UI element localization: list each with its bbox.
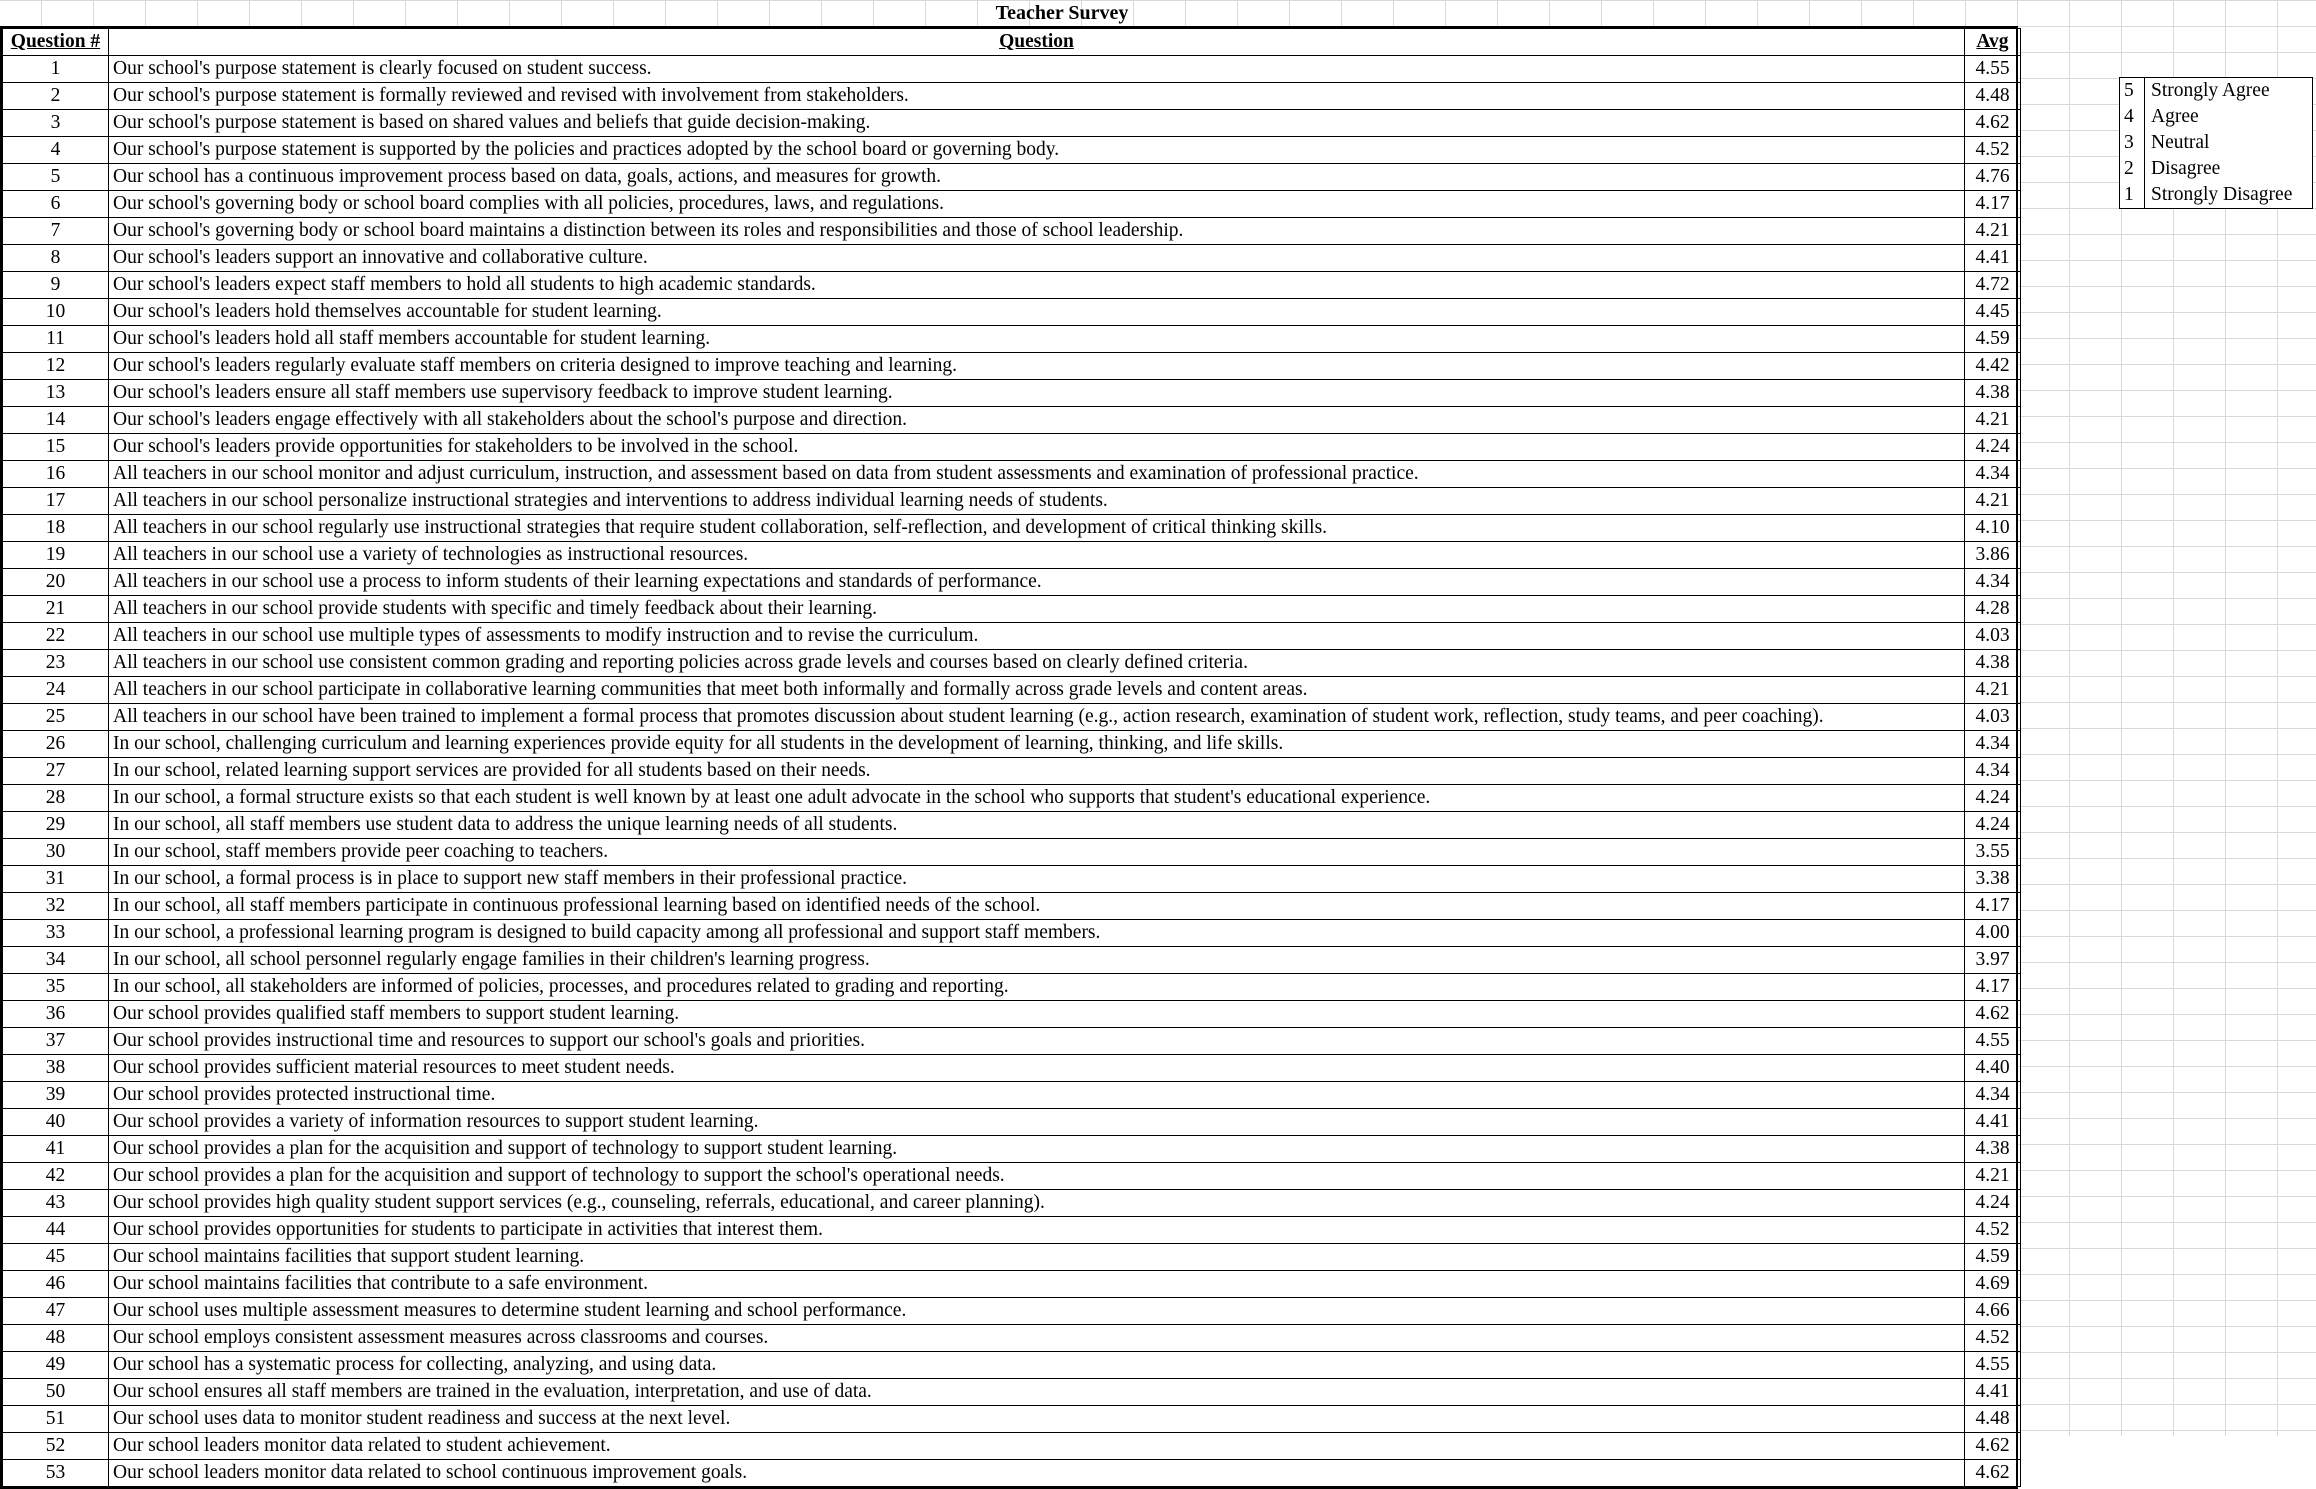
avg-score-cell[interactable]: 4.48 bbox=[1965, 83, 2021, 110]
table-row bbox=[3, 758, 2021, 785]
question-text-cell[interactable]: All teachers in our school use multiple types of assessments to modify instruction and to revise the curriculum. bbox=[109, 623, 1965, 650]
table-row bbox=[3, 1460, 2021, 1487]
question-text-cell[interactable]: Our school maintains facilities that contribute to a safe environment. bbox=[109, 1271, 1965, 1298]
question-number-cell[interactable]: 34 bbox=[3, 947, 109, 974]
avg-score-cell[interactable]: 4.76 bbox=[1965, 164, 2021, 191]
table-row bbox=[3, 1028, 2021, 1055]
rating-scale-legend bbox=[2119, 77, 2313, 209]
question-text-cell[interactable]: In our school, all staff members use student data to address the unique learning needs of all students. bbox=[109, 812, 1965, 839]
avg-score-cell[interactable]: 4.55 bbox=[1965, 1352, 2021, 1379]
avg-score-cell[interactable]: 4.21 bbox=[1965, 407, 2021, 434]
table-row bbox=[3, 299, 2021, 326]
question-number-cell[interactable]: 46 bbox=[3, 1271, 109, 1298]
question-text-cell[interactable]: Our school employs consistent assessment measures across classrooms and courses. bbox=[109, 1325, 1965, 1352]
table-row bbox=[3, 596, 2021, 623]
question-text-cell[interactable]: Our school provides sufficient material resources to meet student needs. bbox=[109, 1055, 1965, 1082]
table-row bbox=[3, 380, 2021, 407]
avg-score-cell[interactable]: 4.21 bbox=[1965, 677, 2021, 704]
table-row bbox=[3, 1082, 2021, 1109]
avg-score-cell[interactable]: 4.55 bbox=[1965, 56, 2021, 83]
question-text-cell[interactable]: All teachers in our school use consistent common grading and reporting policies across grade levels and courses based on clearly defined criteria. bbox=[109, 650, 1965, 677]
table-row bbox=[3, 191, 2021, 218]
legend-score[interactable]: 1 bbox=[2120, 182, 2145, 208]
avg-score-cell[interactable]: 4.21 bbox=[1965, 218, 2021, 245]
question-text-cell[interactable]: Our school provides qualified staff members to support student learning. bbox=[109, 1001, 1965, 1028]
question-text-cell[interactable]: Our school's purpose statement is formally reviewed and revised with involvement from stakeholders. bbox=[109, 83, 1965, 110]
avg-score-cell[interactable]: 4.41 bbox=[1965, 1379, 2021, 1406]
question-number-cell[interactable]: 31 bbox=[3, 866, 109, 893]
table-row bbox=[3, 1325, 2021, 1352]
header-avg[interactable]: Avg bbox=[1965, 29, 2021, 56]
avg-score-cell[interactable]: 3.86 bbox=[1965, 542, 2021, 569]
question-number-cell[interactable]: 51 bbox=[3, 1406, 109, 1433]
table-row bbox=[3, 1244, 2021, 1271]
question-text-cell[interactable]: Our school maintains facilities that support student learning. bbox=[109, 1244, 1965, 1271]
avg-score-cell[interactable]: 4.52 bbox=[1965, 137, 2021, 164]
avg-score-cell[interactable]: 4.38 bbox=[1965, 380, 2021, 407]
avg-score-cell[interactable]: 4.24 bbox=[1965, 785, 2021, 812]
avg-score-cell[interactable]: 4.10 bbox=[1965, 515, 2021, 542]
question-number-cell[interactable]: 5 bbox=[3, 164, 109, 191]
question-text-cell[interactable]: All teachers in our school personalize instructional strategies and interventions to address individual learning needs of students. bbox=[109, 488, 1965, 515]
table-row bbox=[3, 1433, 2021, 1460]
question-text-cell[interactable]: Our school's governing body or school board maintains a distinction between its roles and responsibilities and those of school leadership. bbox=[109, 218, 1965, 245]
question-text-cell[interactable]: In our school, all staff members participate in continuous professional learning based on identified needs of the school. bbox=[109, 893, 1965, 920]
table-row bbox=[3, 110, 2021, 137]
header-row bbox=[3, 29, 2021, 56]
avg-score-cell[interactable]: 4.24 bbox=[1965, 1190, 2021, 1217]
avg-score-cell[interactable]: 4.41 bbox=[1965, 1109, 2021, 1136]
avg-score-cell[interactable]: 4.24 bbox=[1965, 434, 2021, 461]
avg-score-cell[interactable]: 4.62 bbox=[1965, 110, 2021, 137]
avg-score-cell[interactable]: 4.34 bbox=[1965, 758, 2021, 785]
question-text-cell[interactable]: Our school provides opportunities for students to participate in activities that interest them. bbox=[109, 1217, 1965, 1244]
question-number-cell[interactable]: 36 bbox=[3, 1001, 109, 1028]
question-number-cell[interactable]: 21 bbox=[3, 596, 109, 623]
table-row bbox=[3, 623, 2021, 650]
question-text-cell[interactable]: All teachers in our school use a process to inform students of their learning expectations and standards of performance. bbox=[109, 569, 1965, 596]
question-text-cell[interactable]: Our school provides a plan for the acquisition and support of technology to support the school's operational needs. bbox=[109, 1163, 1965, 1190]
avg-score-cell[interactable]: 4.28 bbox=[1965, 596, 2021, 623]
question-number-cell[interactable]: 2 bbox=[3, 83, 109, 110]
question-text-cell[interactable]: Our school's leaders hold themselves accountable for student learning. bbox=[109, 299, 1965, 326]
question-text-cell[interactable]: Our school's purpose statement is supported by the policies and practices adopted by the school board or governing body. bbox=[109, 137, 1965, 164]
question-text-cell[interactable]: Our school's leaders expect staff members to hold all students to high academic standards. bbox=[109, 272, 1965, 299]
question-text-cell[interactable]: Our school uses multiple assessment measures to determine student learning and school performance. bbox=[109, 1298, 1965, 1325]
question-number-cell[interactable]: 25 bbox=[3, 704, 109, 731]
question-number-cell[interactable]: 6 bbox=[3, 191, 109, 218]
question-number-cell[interactable]: 42 bbox=[3, 1163, 109, 1190]
question-number-cell[interactable]: 44 bbox=[3, 1217, 109, 1244]
avg-score-cell[interactable]: 4.17 bbox=[1965, 974, 2021, 1001]
question-number-cell[interactable]: 24 bbox=[3, 677, 109, 704]
header-question[interactable]: Question bbox=[109, 29, 1965, 56]
question-number-cell[interactable]: 37 bbox=[3, 1028, 109, 1055]
table-row bbox=[3, 866, 2021, 893]
table-row bbox=[3, 164, 2021, 191]
table-row bbox=[3, 434, 2021, 461]
table-row bbox=[3, 1055, 2021, 1082]
avg-score-cell[interactable]: 4.66 bbox=[1965, 1298, 2021, 1325]
question-text-cell[interactable]: Our school provides a variety of information resources to support student learning. bbox=[109, 1109, 1965, 1136]
question-number-cell[interactable]: 49 bbox=[3, 1352, 109, 1379]
table-row bbox=[3, 83, 2021, 110]
question-text-cell[interactable]: In our school, a formal process is in place to support new staff members in their professional practice. bbox=[109, 866, 1965, 893]
avg-score-cell[interactable]: 4.03 bbox=[1965, 623, 2021, 650]
question-text-cell[interactable]: Our school has a systematic process for collecting, analyzing, and using data. bbox=[109, 1352, 1965, 1379]
legend-score[interactable]: 4 bbox=[2120, 104, 2145, 130]
table-row bbox=[3, 569, 2021, 596]
question-number-cell[interactable]: 1 bbox=[3, 56, 109, 83]
table-row bbox=[3, 326, 2021, 353]
avg-score-cell[interactable]: 4.52 bbox=[1965, 1325, 2021, 1352]
question-number-cell[interactable]: 47 bbox=[3, 1298, 109, 1325]
avg-score-cell[interactable]: 4.42 bbox=[1965, 353, 2021, 380]
table-row bbox=[3, 353, 2021, 380]
legend-row bbox=[2120, 156, 2312, 182]
table-row bbox=[3, 1190, 2021, 1217]
question-number-cell[interactable]: 20 bbox=[3, 569, 109, 596]
question-text-cell[interactable]: Our school uses data to monitor student readiness and success at the next level. bbox=[109, 1406, 1965, 1433]
question-text-cell[interactable]: Our school's leaders regularly evaluate staff members on criteria designed to improve teaching and learning. bbox=[109, 353, 1965, 380]
question-number-cell[interactable]: 26 bbox=[3, 731, 109, 758]
legend-label[interactable]: Strongly Agree bbox=[2151, 80, 2270, 101]
question-text-cell[interactable]: In our school, all stakeholders are informed of policies, processes, and procedures related to grading and reporting. bbox=[109, 974, 1965, 1001]
question-text-cell[interactable]: Our school provides a plan for the acquisition and support of technology to support student learning. bbox=[109, 1136, 1965, 1163]
avg-score-cell[interactable]: 4.17 bbox=[1965, 191, 2021, 218]
table-row bbox=[3, 1217, 2021, 1244]
table-row bbox=[3, 1298, 2021, 1325]
survey-table-body bbox=[3, 56, 2021, 1487]
table-row bbox=[3, 1379, 2021, 1406]
table-row bbox=[3, 407, 2021, 434]
table-row bbox=[3, 1136, 2021, 1163]
table-row bbox=[3, 731, 2021, 758]
question-number-cell[interactable]: 52 bbox=[3, 1433, 109, 1460]
question-number-cell[interactable]: 27 bbox=[3, 758, 109, 785]
avg-score-cell[interactable]: 4.21 bbox=[1965, 488, 2021, 515]
question-text-cell[interactable]: Our school provides protected instructional time. bbox=[109, 1082, 1965, 1109]
question-number-cell[interactable]: 16 bbox=[3, 461, 109, 488]
question-number-cell[interactable]: 43 bbox=[3, 1190, 109, 1217]
question-text-cell[interactable]: All teachers in our school provide students with specific and timely feedback about their learning. bbox=[109, 596, 1965, 623]
avg-score-cell[interactable]: 4.34 bbox=[1965, 1082, 2021, 1109]
question-number-cell[interactable]: 33 bbox=[3, 920, 109, 947]
legend-label[interactable]: Disagree bbox=[2151, 158, 2221, 179]
avg-score-cell[interactable]: 4.62 bbox=[1965, 1433, 2021, 1460]
legend-row bbox=[2120, 104, 2312, 130]
question-text-cell[interactable]: Our school's purpose statement is based on shared values and beliefs that guide decision-making. bbox=[109, 110, 1965, 137]
question-text-cell[interactable]: Our school's leaders hold all staff members accountable for student learning. bbox=[109, 326, 1965, 353]
question-number-cell[interactable]: 13 bbox=[3, 380, 109, 407]
question-number-cell[interactable]: 30 bbox=[3, 839, 109, 866]
table-row bbox=[3, 920, 2021, 947]
table-row bbox=[3, 974, 2021, 1001]
question-text-cell[interactable]: Our school leaders monitor data related to student achievement. bbox=[109, 1433, 1965, 1460]
question-number-cell[interactable]: 10 bbox=[3, 299, 109, 326]
question-number-cell[interactable]: 53 bbox=[3, 1460, 109, 1487]
question-number-cell[interactable]: 35 bbox=[3, 974, 109, 1001]
table-row bbox=[3, 893, 2021, 920]
header-question-number[interactable]: Question # bbox=[3, 29, 109, 56]
avg-score-cell[interactable]: 4.72 bbox=[1965, 272, 2021, 299]
question-text-cell[interactable]: All teachers in our school have been trained to implement a formal process that promotes discussion about student learning (e.g., action research, examination of student work, reflection, study teams, and peer coaching). bbox=[109, 704, 1965, 731]
table-row bbox=[3, 785, 2021, 812]
avg-score-cell[interactable]: 4.34 bbox=[1965, 461, 2021, 488]
table-row bbox=[3, 1001, 2021, 1028]
legend-row bbox=[2120, 182, 2312, 208]
table-row bbox=[3, 812, 2021, 839]
question-number-cell[interactable]: 14 bbox=[3, 407, 109, 434]
avg-score-cell[interactable]: 4.69 bbox=[1965, 1271, 2021, 1298]
legend-label[interactable]: Neutral bbox=[2151, 132, 2210, 153]
table-row bbox=[3, 704, 2021, 731]
avg-score-cell[interactable]: 4.48 bbox=[1965, 1406, 2021, 1433]
question-number-cell[interactable]: 17 bbox=[3, 488, 109, 515]
table-row bbox=[3, 515, 2021, 542]
question-number-cell[interactable]: 41 bbox=[3, 1136, 109, 1163]
sheet-title[interactable]: Teacher Survey bbox=[995, 2, 1129, 24]
table-row bbox=[3, 1352, 2021, 1379]
avg-score-cell[interactable]: 4.21 bbox=[1965, 1163, 2021, 1190]
question-number-cell[interactable]: 28 bbox=[3, 785, 109, 812]
table-row bbox=[3, 839, 2021, 866]
table-row bbox=[3, 461, 2021, 488]
avg-score-cell[interactable]: 4.34 bbox=[1965, 569, 2021, 596]
table-row bbox=[3, 56, 2021, 83]
question-number-cell[interactable]: 50 bbox=[3, 1379, 109, 1406]
question-text-cell[interactable]: In our school, a formal structure exists so that each student is well known by at least one adult advocate in the school who supports that student's educational experience. bbox=[109, 785, 1965, 812]
legend-score[interactable]: 5 bbox=[2120, 78, 2145, 104]
avg-score-cell[interactable]: 4.52 bbox=[1965, 1217, 2021, 1244]
question-text-cell[interactable]: Our school provides instructional time and resources to support our school's goals and priorities. bbox=[109, 1028, 1965, 1055]
question-number-cell[interactable]: 12 bbox=[3, 353, 109, 380]
table-row bbox=[3, 245, 2021, 272]
avg-score-cell[interactable]: 3.55 bbox=[1965, 839, 2021, 866]
table-row bbox=[3, 272, 2021, 299]
question-text-cell[interactable]: All teachers in our school use a variety of technologies as instructional resources. bbox=[109, 542, 1965, 569]
legend-row bbox=[2120, 78, 2312, 104]
question-text-cell[interactable]: All teachers in our school participate in collaborative learning communities that meet both informally and formally across grade levels and content areas. bbox=[109, 677, 1965, 704]
legend-score[interactable]: 2 bbox=[2120, 156, 2145, 182]
table-row bbox=[3, 137, 2021, 164]
question-number-cell[interactable]: 38 bbox=[3, 1055, 109, 1082]
question-text-cell[interactable]: All teachers in our school monitor and adjust curriculum, instruction, and assessment based on data from student assessments and examination of professional practice. bbox=[109, 461, 1965, 488]
avg-score-cell[interactable]: 4.62 bbox=[1965, 1460, 2021, 1487]
table-row bbox=[3, 947, 2021, 974]
question-number-cell[interactable]: 40 bbox=[3, 1109, 109, 1136]
question-number-cell[interactable]: 4 bbox=[3, 137, 109, 164]
question-number-cell[interactable]: 39 bbox=[3, 1082, 109, 1109]
table-row bbox=[3, 650, 2021, 677]
avg-score-cell[interactable]: 4.34 bbox=[1965, 731, 2021, 758]
question-number-cell[interactable]: 32 bbox=[3, 893, 109, 920]
legend-row bbox=[2120, 130, 2312, 156]
avg-score-cell[interactable]: 4.03 bbox=[1965, 704, 2021, 731]
avg-score-cell[interactable]: 3.38 bbox=[1965, 866, 2021, 893]
avg-score-cell[interactable]: 4.59 bbox=[1965, 1244, 2021, 1271]
table-row bbox=[3, 218, 2021, 245]
survey-table-container bbox=[0, 26, 2018, 1489]
question-number-cell[interactable]: 23 bbox=[3, 650, 109, 677]
question-number-cell[interactable]: 3 bbox=[3, 110, 109, 137]
table-row bbox=[3, 1271, 2021, 1298]
question-number-cell[interactable]: 7 bbox=[3, 218, 109, 245]
table-row bbox=[3, 488, 2021, 515]
legend-score[interactable]: 3 bbox=[2120, 130, 2145, 156]
legend-label[interactable]: Agree bbox=[2151, 106, 2199, 127]
avg-score-cell[interactable]: 4.00 bbox=[1965, 920, 2021, 947]
question-number-cell[interactable]: 19 bbox=[3, 542, 109, 569]
avg-score-cell[interactable]: 4.41 bbox=[1965, 245, 2021, 272]
question-text-cell[interactable]: Our school's governing body or school board complies with all policies, procedures, laws, and regulations. bbox=[109, 191, 1965, 218]
question-text-cell[interactable]: Our school leaders monitor data related to school continuous improvement goals. bbox=[109, 1460, 1965, 1487]
avg-score-cell[interactable]: 4.17 bbox=[1965, 893, 2021, 920]
question-number-cell[interactable]: 22 bbox=[3, 623, 109, 650]
question-text-cell[interactable]: Our school's purpose statement is clearly focused on student success. bbox=[109, 56, 1965, 83]
question-number-cell[interactable]: 15 bbox=[3, 434, 109, 461]
table-row bbox=[3, 677, 2021, 704]
question-text-cell[interactable]: Our school has a continuous improvement process based on data, goals, actions, and measures for growth. bbox=[109, 164, 1965, 191]
question-text-cell[interactable]: Our school's leaders support an innovative and collaborative culture. bbox=[109, 245, 1965, 272]
question-number-cell[interactable]: 9 bbox=[3, 272, 109, 299]
avg-score-cell[interactable]: 4.38 bbox=[1965, 1136, 2021, 1163]
question-text-cell[interactable]: Our school's leaders ensure all staff members use supervisory feedback to improve student learning. bbox=[109, 380, 1965, 407]
question-text-cell[interactable]: Our school provides high quality student support services (e.g., counseling, referrals, educational, and career planning). bbox=[109, 1190, 1965, 1217]
question-number-cell[interactable]: 45 bbox=[3, 1244, 109, 1271]
question-text-cell[interactable]: Our school ensures all staff members are trained in the evaluation, interpretation, and use of data. bbox=[109, 1379, 1965, 1406]
question-number-cell[interactable]: 8 bbox=[3, 245, 109, 272]
question-number-cell[interactable]: 29 bbox=[3, 812, 109, 839]
avg-score-cell[interactable]: 4.24 bbox=[1965, 812, 2021, 839]
avg-score-cell[interactable]: 4.62 bbox=[1965, 1001, 2021, 1028]
question-text-cell[interactable]: In our school, staff members provide peer coaching to teachers. bbox=[109, 839, 1965, 866]
question-text-cell[interactable]: All teachers in our school regularly use instructional strategies that require student collaboration, self-reflection, and development of critical thinking skills. bbox=[109, 515, 1965, 542]
table-row bbox=[3, 1163, 2021, 1190]
table-row bbox=[3, 542, 2021, 569]
legend-label[interactable]: Strongly Disagree bbox=[2151, 184, 2293, 205]
question-text-cell[interactable]: In our school, related learning support services are provided for all students based on their needs. bbox=[109, 758, 1965, 785]
question-text-cell[interactable]: Our school's leaders engage effectively with all stakeholders about the school's purpose and direction. bbox=[109, 407, 1965, 434]
avg-score-cell[interactable]: 3.97 bbox=[1965, 947, 2021, 974]
avg-score-cell[interactable]: 4.55 bbox=[1965, 1028, 2021, 1055]
avg-score-cell[interactable]: 4.45 bbox=[1965, 299, 2021, 326]
avg-score-cell[interactable]: 4.38 bbox=[1965, 650, 2021, 677]
question-text-cell[interactable]: In our school, a professional learning program is designed to build capacity among all professional and support staff members. bbox=[109, 920, 1965, 947]
avg-score-cell[interactable]: 4.40 bbox=[1965, 1055, 2021, 1082]
table-row bbox=[3, 1109, 2021, 1136]
avg-score-cell[interactable]: 4.59 bbox=[1965, 326, 2021, 353]
survey-table bbox=[2, 28, 2021, 1487]
question-text-cell[interactable]: In our school, challenging curriculum and learning experiences provide equity for all students in the development of learning, thinking, and life skills. bbox=[109, 731, 1965, 758]
question-text-cell[interactable]: In our school, all school personnel regularly engage families in their children's learning progress. bbox=[109, 947, 1965, 974]
question-number-cell[interactable]: 11 bbox=[3, 326, 109, 353]
table-row bbox=[3, 1406, 2021, 1433]
question-number-cell[interactable]: 48 bbox=[3, 1325, 109, 1352]
question-text-cell[interactable]: Our school's leaders provide opportunities for stakeholders to be involved in the school. bbox=[109, 434, 1965, 461]
question-number-cell[interactable]: 18 bbox=[3, 515, 109, 542]
